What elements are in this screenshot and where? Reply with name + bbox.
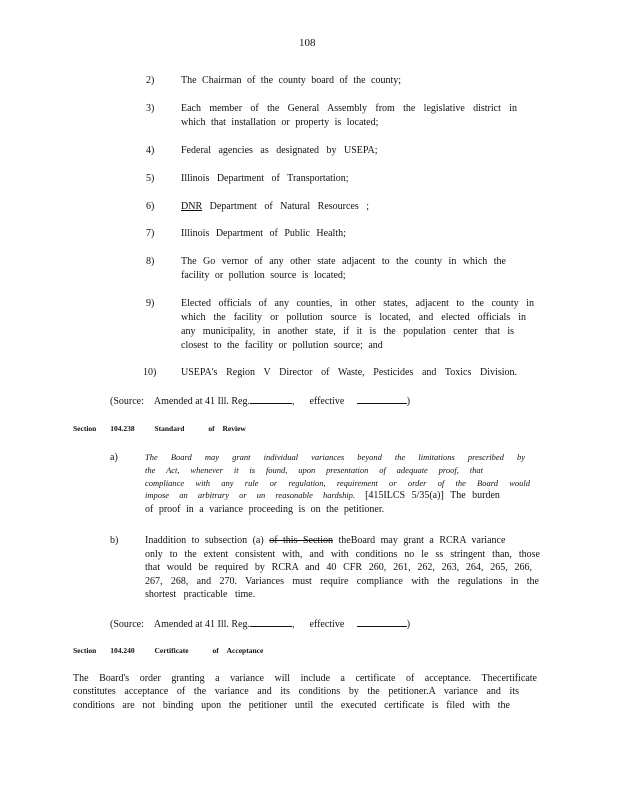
- source-note: [110, 394, 410, 409]
- source-close: ): [406, 619, 411, 630]
- paragraph-text: only to the extent consistent with, and with conditions no le ss stringent than, those: [145, 549, 540, 560]
- list-item-text: Illinois Department of Transportation;: [181, 173, 349, 184]
- section-title: Standard: [154, 424, 185, 433]
- paragraph-text-post: theBoard may grant a RCRA variance: [338, 535, 506, 546]
- list-number: 5): [146, 173, 155, 184]
- statute-italic: impose an arbitrary or un reasonable hardship.: [145, 490, 356, 500]
- citation: [415ILCS 5/35(a)] The burden: [365, 490, 500, 501]
- source-comma: ,: [291, 396, 295, 407]
- statute-text: compliance with any rule or regulation, requirement or order of the Board would: [145, 478, 530, 488]
- list-number: 7): [146, 228, 155, 239]
- list-number: 9): [146, 298, 155, 309]
- inserted-text: DNR: [181, 201, 203, 212]
- section-title: Certificate: [154, 646, 189, 655]
- statute-text: The Board may grant individual variances beyond the limitations prescribed by: [145, 452, 525, 462]
- paragraph-text: constitutes acceptance of the variance and its conditions by the petitioner.A variance and its: [73, 686, 519, 697]
- list-item-text-rest: Department of Natural Resources ;: [202, 201, 370, 212]
- section-title-2: Review: [222, 424, 246, 433]
- paragraph-text: of proof in a variance proceeding is on the petitioner.: [145, 504, 385, 515]
- list-item-text: The Go vernor of any other state adjacent to the county in which the: [181, 256, 506, 267]
- source-label: (Source:: [110, 396, 144, 407]
- blank-line: [250, 617, 292, 627]
- section-title-of: of: [212, 646, 219, 655]
- section-number: 104.240: [110, 646, 135, 655]
- list-number: 4): [146, 145, 155, 156]
- list-number: 10): [143, 367, 157, 378]
- source-label: (Source:: [110, 619, 144, 630]
- list-item-text: Illinois Department of Public Health;: [181, 228, 346, 239]
- source-amended: Amended at 41 Ill. Reg.: [153, 396, 250, 407]
- list-item-text: Elected officials of any counties, in other states, adjacent to the county in: [181, 298, 534, 309]
- list-number: 8): [146, 256, 155, 267]
- paragraph-text-pre: Inaddition to subsection (a): [145, 535, 264, 546]
- source-effective: effective: [309, 396, 345, 407]
- source-comma: ,: [291, 619, 295, 630]
- paragraph-text: [145, 534, 505, 548]
- list-item-text: [181, 200, 369, 214]
- list-item-text: any municipality, in another state, if it is the population center that is: [181, 326, 514, 337]
- paragraph-text: conditions are not binding upon the petitioner until the executed certificate is filed with the: [73, 700, 510, 711]
- list-number: 3): [146, 103, 155, 114]
- blank-line: [357, 617, 407, 627]
- statute-text: [145, 489, 500, 503]
- section-number: 104.238: [110, 424, 135, 433]
- source-close: ): [406, 396, 411, 407]
- list-item-text: which the facility or pollution source is located, and elected officials in: [181, 312, 526, 323]
- list-item-text: which that installation or property is located;: [181, 117, 379, 128]
- struck-text: of this Section: [269, 535, 333, 546]
- blank-line: [357, 394, 407, 404]
- source-amended: Amended at 41 Ill. Reg.: [153, 619, 250, 630]
- section-title-2: Acceptance: [226, 646, 264, 655]
- paragraph-text: 267, 268, and 270. Variances must require compliance with the regulations in the: [145, 576, 539, 587]
- list-number: 6): [146, 201, 155, 212]
- paragraph-text: The Board's order granting a variance will include a certificate of acceptance. Thecertificate: [73, 673, 537, 684]
- list-item-text: USEPA's Region V Director of Waste, Pesticides and Toxics Division.: [181, 367, 517, 378]
- list-item-text: closest to the facility or pollution source; and: [181, 340, 383, 351]
- section-word: Section: [73, 424, 97, 433]
- section-title-of: of: [208, 424, 215, 433]
- blank-line: [250, 394, 292, 404]
- list-number: 2): [146, 75, 155, 86]
- list-item-text: Federal agencies as designated by USEPA;: [181, 145, 378, 156]
- section-heading: [73, 424, 246, 433]
- page-number: 108: [299, 37, 316, 49]
- source-effective: effective: [309, 619, 345, 630]
- paragraph-text: that would be required by RCRA and 40 CFR 260, 261, 262, 263, 264, 265, 266,: [145, 562, 532, 573]
- source-note: [110, 617, 410, 632]
- section-word: Section: [73, 646, 97, 655]
- paragraph-text: shortest practicable time.: [145, 589, 256, 600]
- list-item-text: facility or pollution source is located;: [181, 270, 346, 281]
- list-item-text: The Chairman of the county board of the county;: [181, 75, 402, 86]
- list-item-text: Each member of the General Assembly from the legislative district in: [181, 103, 517, 114]
- paragraph-label: b): [110, 535, 119, 546]
- statute-text: the Act, whenever it is found, upon presentation of adequate proof, that: [145, 465, 483, 475]
- paragraph-label: a): [110, 452, 118, 463]
- section-heading: [73, 646, 263, 655]
